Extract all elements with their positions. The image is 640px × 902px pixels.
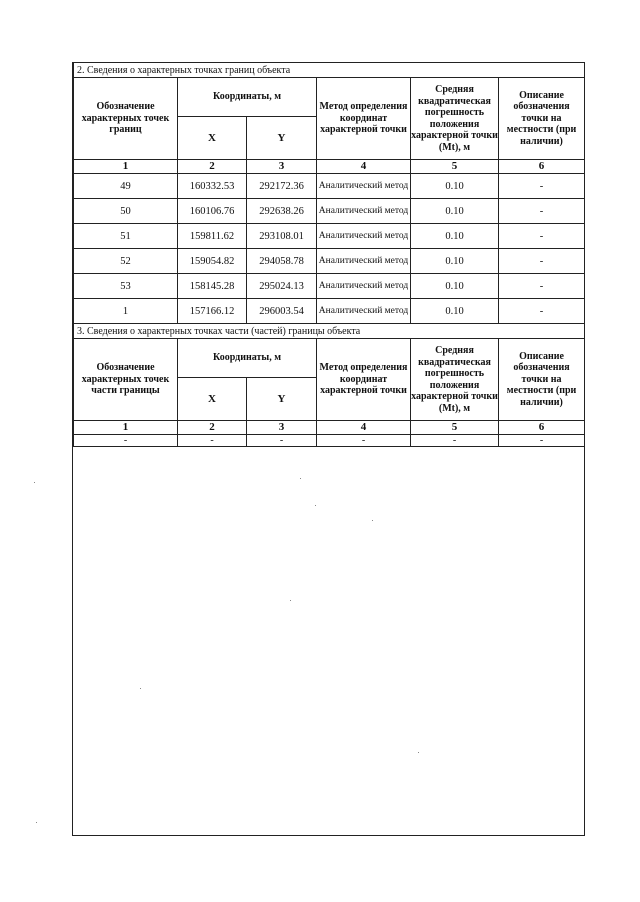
coordinates-header: Координаты, м [178,78,317,117]
x-cell: - [178,435,247,447]
error-cell: 0.10 [411,299,499,324]
method-cell: - [317,435,411,447]
point-cell: 49 [74,174,178,199]
designation-header: Обозначение характерных точек границ [74,78,178,160]
table-row [74,174,585,199]
point-cell: 53 [74,274,178,299]
error-cell: 0.10 [411,274,499,299]
point-cell: - [74,435,178,447]
scan-speck [290,600,291,601]
col-number: 5 [411,160,499,174]
desc-cell: - [499,299,585,324]
y-cell: 292638.26 [247,199,317,224]
table-row [74,274,585,299]
method-header: Метод определения координат характерной точки [317,339,411,421]
scan-speck [140,688,141,689]
error-cell: - [411,435,499,447]
method-cell: Аналитический метод [317,199,411,224]
y-cell: 292172.36 [247,174,317,199]
method-cell: Аналитический метод [317,249,411,274]
x-header: X [178,378,247,421]
section3-title: 3. Сведения о характерных точках части (частей) границы объекта [74,324,585,339]
point-cell: 51 [74,224,178,249]
method-cell: Аналитический метод [317,299,411,324]
desc-cell: - [499,199,585,224]
col-number: 3 [247,421,317,435]
point-cell: 1 [74,299,178,324]
method-cell: Аналитический метод [317,224,411,249]
col-number: 6 [499,421,585,435]
x-cell: 159054.82 [178,249,247,274]
y-cell: 295024.13 [247,274,317,299]
table-row [74,199,585,224]
description-header: Описание обозначения точки на местности (при наличии) [499,78,585,160]
error-cell: 0.10 [411,174,499,199]
x-cell: 159811.62 [178,224,247,249]
table-row [74,249,585,274]
designation-header: Обозначение характерных точек части границы [74,339,178,421]
col-number: 4 [317,160,411,174]
desc-cell: - [499,249,585,274]
method-header: Метод определения координат характерной точки [317,78,411,160]
table-row [74,299,585,324]
col-number: 1 [74,421,178,435]
col-number: 3 [247,160,317,174]
x-cell: 160106.76 [178,199,247,224]
scan-speck [372,520,373,521]
point-cell: 52 [74,249,178,274]
table-row [74,435,585,447]
x-header: X [178,117,247,160]
error-cell: 0.10 [411,224,499,249]
method-cell: Аналитический метод [317,174,411,199]
error-header: Средняя квадратическая погрешность положения характерной точки (Mt), м [411,339,499,421]
scan-speck [36,822,37,823]
desc-cell: - [499,435,585,447]
y-header: Y [247,378,317,421]
y-cell: 293108.01 [247,224,317,249]
col-number: 4 [317,421,411,435]
coordinates-header: Координаты, м [178,339,317,378]
y-cell: 296003.54 [247,299,317,324]
error-header: Средняя квадратическая погрешность положения характерной точки (Mt), м [411,78,499,160]
desc-cell: - [499,174,585,199]
error-cell: 0.10 [411,249,499,274]
scan-speck [315,505,316,506]
y-cell: 294058.78 [247,249,317,274]
point-cell: 50 [74,199,178,224]
col-number: 2 [178,160,247,174]
col-number: 2 [178,421,247,435]
col-number: 6 [499,160,585,174]
y-header: Y [247,117,317,160]
scan-speck [418,752,419,753]
scan-speck [34,482,35,483]
points-table [73,63,585,447]
desc-cell: - [499,224,585,249]
document-frame [72,62,585,836]
table-row [74,224,585,249]
description-header: Описание обозначения точки на местности (при наличии) [499,339,585,421]
desc-cell: - [499,274,585,299]
col-number: 1 [74,160,178,174]
scan-speck [300,478,301,479]
method-cell: Аналитический метод [317,274,411,299]
y-cell: - [247,435,317,447]
x-cell: 157166.12 [178,299,247,324]
x-cell: 158145.28 [178,274,247,299]
col-number: 5 [411,421,499,435]
x-cell: 160332.53 [178,174,247,199]
section2-title: 2. Сведения о характерных точках границ объекта [74,63,585,78]
error-cell: 0.10 [411,199,499,224]
